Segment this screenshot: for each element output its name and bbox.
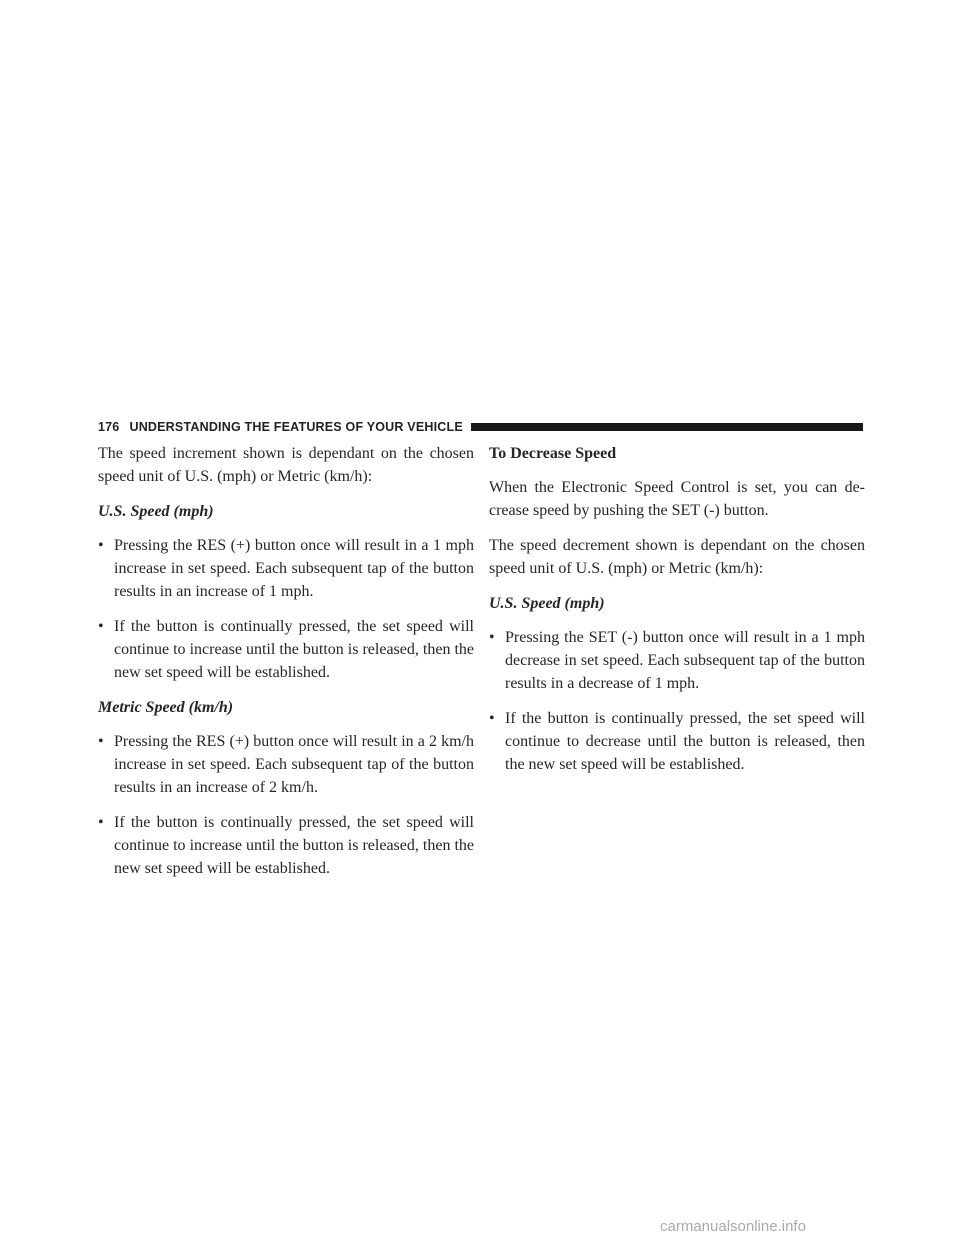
footer-watermark: carmanualsonline.info bbox=[660, 1218, 806, 1235]
list-item bbox=[98, 615, 474, 684]
list-item bbox=[98, 730, 474, 799]
us-speed-decrease-list bbox=[489, 626, 865, 776]
decrease-speed-heading: To Decrease Speed bbox=[489, 445, 617, 462]
us-speed-list bbox=[98, 534, 474, 684]
section-title: UNDERSTANDING THE FEATURES OF YOUR VEHICLE bbox=[129, 420, 463, 434]
list-item-text: If the button is continually pressed, the set speed will continue to increase until the button is released, then the new set speed will be established. bbox=[114, 618, 474, 681]
list-item bbox=[98, 811, 474, 880]
bullet-icon: • bbox=[98, 733, 104, 750]
left-column bbox=[98, 442, 474, 892]
page-number: 176 bbox=[98, 420, 120, 434]
metric-speed-list bbox=[98, 730, 474, 880]
list-item bbox=[489, 707, 865, 776]
bullet-icon: • bbox=[98, 537, 104, 554]
metric-speed-heading: Metric Speed (km/h) bbox=[98, 699, 234, 716]
list-item-text: If the button is continually pressed, the set speed will continue to increase until the button is released, then the new set speed will be established. bbox=[114, 814, 474, 877]
page-header bbox=[98, 417, 863, 437]
bullet-icon: • bbox=[98, 618, 104, 635]
list-item-text: Pressing the RES (+) button once will result in a 1 mph increase in set speed. Each subsequent tap of the button results in an increase of 1 mph. bbox=[114, 537, 474, 600]
us-speed-heading: U.S. Speed (mph) bbox=[489, 595, 605, 612]
list-item bbox=[489, 626, 865, 695]
bullet-icon: • bbox=[489, 710, 495, 727]
bullet-icon: • bbox=[98, 814, 104, 831]
list-item-text: Pressing the SET (-) button once will result in a 1 mph decrease in set speed. Each subsequent tap of the button results in a decrease of 1 mph. bbox=[505, 629, 865, 692]
right-column bbox=[489, 442, 865, 788]
list-item-text: Pressing the RES (+) button once will result in a 2 km/h increase in set speed. Each subsequent tap of the button results in an increase of 2 km/h. bbox=[114, 733, 474, 796]
us-speed-heading: U.S. Speed (mph) bbox=[98, 503, 214, 520]
bullet-icon: • bbox=[489, 629, 495, 646]
header-rule bbox=[471, 423, 863, 431]
decrease-intro-paragraph: When the Electronic Speed Control is set, you can de-crease speed by pushing the SET (-) button. bbox=[489, 479, 865, 519]
intro-paragraph: The speed increment shown is dependant on the chosen speed unit of U.S. (mph) or Metric (km/h): bbox=[98, 445, 474, 485]
decrement-paragraph: The speed decrement shown is dependant on the chosen speed unit of U.S. (mph) or Metric (km/h): bbox=[489, 537, 865, 577]
list-item-text: If the button is continually pressed, the set speed will continue to decrease until the button is released, then the new set speed will be established. bbox=[505, 710, 865, 773]
list-item bbox=[98, 534, 474, 603]
